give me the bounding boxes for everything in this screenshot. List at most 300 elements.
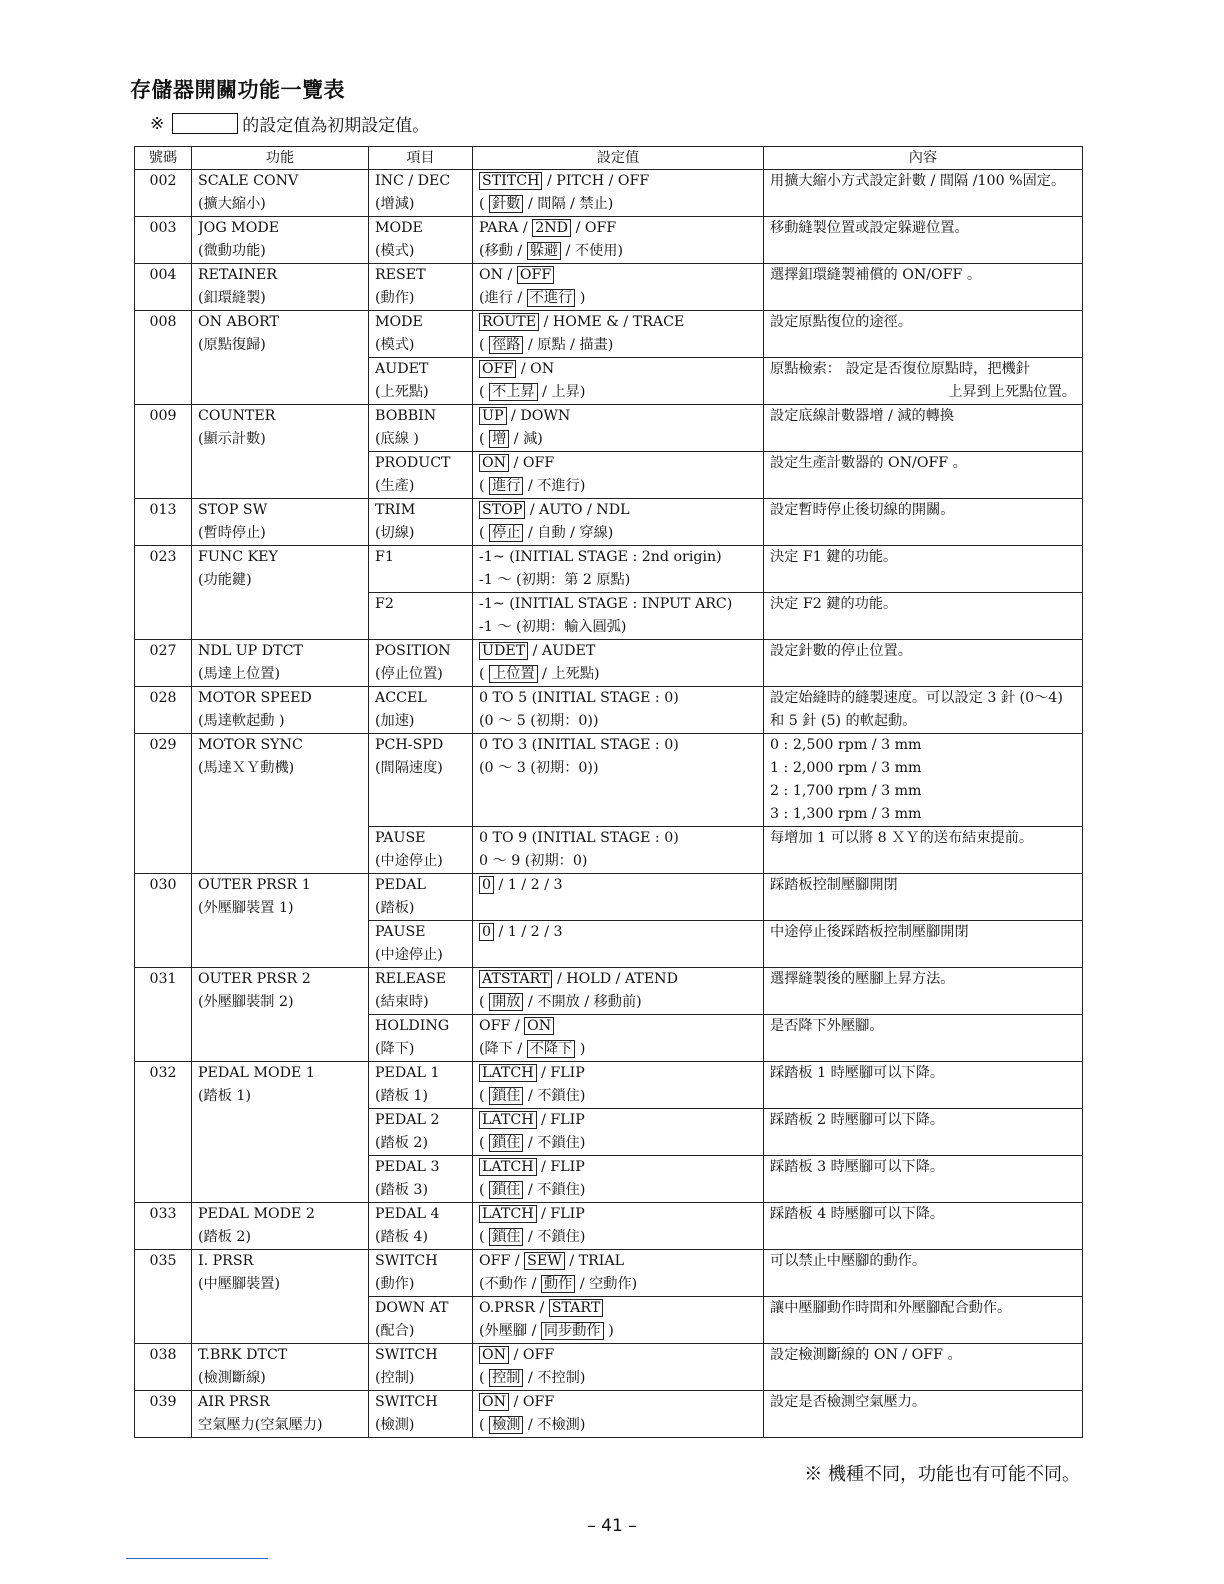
function-line: (踏板 1) [198,1088,251,1104]
item-line: (配合) [375,1323,415,1339]
function-line: FUNC KEY [198,549,278,565]
setting-text: / 不使用) [565,243,624,259]
setting-line [479,640,757,663]
setting-value [473,1250,764,1297]
table-row [135,1062,1083,1109]
content-description [764,1109,1083,1156]
setting-text: (進行 / [479,290,523,306]
content-description [764,921,1083,968]
setting-text: / AUTO / NDL [529,502,630,518]
content-description [764,546,1083,593]
default-value-box: ATSTART [479,970,552,988]
setting-value [473,827,764,874]
setting-text: 0 TO 5 (INITIAL STAGE : 0) [479,690,679,706]
item-line: RELEASE [375,971,447,987]
default-value-box: LATCH [479,1205,537,1223]
item-line: HOLDING [375,1018,450,1034]
default-value-box: 鎖住 [489,1087,523,1105]
content-description [764,311,1083,358]
content-line: 移動縫製位置或設定躲避位置。 [770,220,969,236]
table-row [135,687,1083,734]
function-code: 028 [135,687,192,734]
function-line: (外壓腳裝制 2) [198,994,294,1010]
setting-line [479,593,757,616]
setting-text: ( [479,196,485,212]
content-description [764,1062,1083,1109]
setting-text: ) [579,290,586,306]
item-name [369,827,473,874]
function-code: 002 [135,170,192,217]
setting-line [479,522,757,545]
setting-text: / 不鎖住) [527,1229,586,1245]
default-value-box: LATCH [479,1064,537,1082]
note-text: 的設定值為初期設定值。 [242,116,430,136]
setting-line [479,428,757,451]
function-code: 038 [135,1344,192,1391]
default-value-box: STITCH [479,172,542,190]
content-description [764,405,1083,452]
default-value-box: ON [479,1346,509,1364]
function-line: (中壓腳裝置) [198,1276,281,1292]
setting-text: / 上昇) [542,384,586,400]
item-name [369,546,473,593]
setting-text: / PITCH / OFF [547,173,650,189]
default-value-box: 針數 [489,195,523,213]
item-line: PAUSE [375,924,426,940]
setting-text: ( [479,666,485,682]
content-line: 上昇到上死點位置。 [948,384,1076,400]
setting-text: / 間隔 / 禁止) [527,196,614,212]
table-row [135,546,1083,593]
setting-text: (降下 / [479,1041,523,1057]
setting-line [479,1038,757,1061]
function-code: 008 [135,311,192,405]
function-code: 031 [135,968,192,1062]
setting-text: -1 ～ (初期：第 2 原點) [479,572,631,588]
setting-text: / HOLD / ATEND [557,971,678,987]
setting-text: / OFF [575,220,617,236]
function-code: 003 [135,217,192,264]
content-line: 選擇釦環縫製補償的 ON/OFF 。 [770,267,982,283]
function-line: PEDAL MODE 1 [198,1065,315,1081]
setting-line [479,734,757,757]
setting-text: O.PRSR / [479,1300,545,1316]
item-line: MODE [375,220,423,236]
function-line: (擴大縮小) [198,196,266,212]
default-value-box: UP [479,407,507,425]
content-description [764,874,1083,921]
table-row [135,1250,1083,1297]
setting-text: / 不開放 / 移動前) [527,994,642,1010]
setting-value [473,217,764,264]
function-line: T.BRK DTCT [198,1347,288,1363]
setting-value [473,405,764,452]
setting-line [479,757,757,780]
default-value-box: 徑路 [489,336,523,354]
item-name [369,170,473,217]
item-line: PCH-SPD [375,737,444,753]
content-description [764,1203,1083,1250]
default-value-box: 停止 [489,524,523,542]
item-line: POSITION [375,643,451,659]
function-line: RETAINER [198,267,278,283]
setting-line [479,170,757,193]
setting-value [473,1062,764,1109]
default-value-box: 鎖住 [489,1134,523,1152]
setting-line [479,991,757,1014]
setting-text: / DOWN [511,408,571,424]
setting-line [479,381,757,404]
default-value-box: ROUTE [479,313,539,331]
item-line: (模式) [375,243,415,259]
default-value-box: 鎖住 [489,1228,523,1246]
setting-text: / OFF [513,1347,555,1363]
content-line: 決定 F2 鍵的功能。 [770,596,898,612]
content-description [764,687,1083,734]
setting-text: / 不進行) [527,478,586,494]
item-line: DOWN AT [375,1300,449,1316]
setting-line [479,240,757,263]
content-line: 2 : 1,700 rpm / 3 mm [770,783,922,799]
item-name [369,874,473,921]
item-line: INC / DEC [375,173,451,189]
setting-text: PARA / [479,220,528,236]
table-row [135,1391,1083,1438]
function-name [192,264,369,311]
default-value-box: ON [479,454,509,472]
divider-line [126,1558,268,1559]
setting-text: / 自動 / 穿線) [527,525,614,541]
item-name [369,1109,473,1156]
function-name [192,546,369,640]
default-value-box: START [549,1299,604,1317]
function-code: 027 [135,640,192,687]
function-line: JOG MODE [198,220,280,236]
setting-line [479,710,757,733]
item-line: BOBBIN [375,408,437,424]
default-value-box: 檢測 [489,1416,523,1434]
item-line: (中途停止) [375,853,443,869]
setting-line [479,1015,757,1038]
item-line: (結束時) [375,994,429,1010]
item-name [369,1203,473,1250]
function-code: 023 [135,546,192,640]
function-line: (功能鍵) [198,572,252,588]
setting-value [473,546,764,593]
content-description [764,968,1083,1015]
setting-line [479,968,757,991]
default-value-box: ON [524,1017,554,1035]
item-line: (踏板 1) [375,1088,428,1104]
default-value-box: 0 [479,923,494,941]
setting-text: OFF / [479,1018,520,1034]
setting-text: 0 ～ 9 (初期：0) [479,853,588,869]
content-line: 踩踏板 1 時壓腳可以下降。 [770,1065,945,1081]
setting-text: 0 TO 3 (INITIAL STAGE : 0) [479,737,679,753]
item-line: TRIM [375,502,416,518]
table-row [135,734,1083,827]
setting-line [479,405,757,428]
default-value-box: 同步動作 [541,1322,604,1340]
function-code: 013 [135,499,192,546]
content-description [764,358,1083,405]
footnote: ※ 機種不同，功能也有可能不同。 [804,1464,1080,1485]
item-line: F1 [375,549,394,565]
page-title: 存儲器開關功能一覽表 [130,78,345,102]
function-code: 032 [135,1062,192,1203]
item-line: (檢測) [375,1417,415,1433]
setting-line [479,1226,757,1249]
setting-text: / 1 / 2 / 3 [498,877,563,893]
default-value-box: 不降下 [527,1040,576,1058]
function-line: (暫時停止) [198,525,266,541]
setting-value [473,1297,764,1344]
setting-text: ( [479,431,485,447]
setting-value [473,264,764,311]
setting-text: 0 TO 9 (INITIAL STAGE : 0) [479,830,679,846]
setting-text: (外壓腳 / [479,1323,537,1339]
setting-value [473,1109,764,1156]
content-line: 原點檢索： 設定是否復位原點時，把機針 [770,361,1030,377]
content-line: 設定針數的停止位置。 [770,643,912,659]
function-line: COUNTER [198,408,276,424]
setting-text: / 減) [513,431,543,447]
item-name [369,593,473,640]
function-name [192,1250,369,1344]
setting-line [479,311,757,334]
default-value-box: OFF [517,266,554,284]
item-line: (踏板 4) [375,1229,428,1245]
function-code: 009 [135,405,192,499]
setting-value [473,358,764,405]
setting-text: (0 ～ 5 (初期：0)) [479,713,599,729]
default-value-box: 不進行 [527,289,576,307]
setting-line [479,475,757,498]
setting-line [479,1320,757,1343]
default-value-box: 控制 [489,1369,523,1387]
item-line: (加速) [375,713,415,729]
setting-line [479,1273,757,1296]
default-value-box: LATCH [479,1158,537,1176]
content-description [764,264,1083,311]
item-name [369,921,473,968]
content-line: 踩踏板 4 時壓腳可以下降。 [770,1206,945,1222]
function-name [192,687,369,734]
item-line: PAUSE [375,830,426,846]
default-value-box: 進行 [489,477,523,495]
setting-line [479,1367,757,1390]
item-line: (上死點) [375,384,429,400]
content-description [764,640,1083,687]
setting-value [473,1344,764,1391]
setting-text: / OFF [513,1394,555,1410]
setting-value [473,593,764,640]
setting-text: / ON [520,361,555,377]
function-line: (馬達軟起動 ) [198,713,285,729]
function-code: 004 [135,264,192,311]
content-line: 設定暫時停止後切線的開關。 [770,502,955,518]
setting-line [479,1391,757,1414]
content-line: 用擴大縮小方式設定針數 / 間隔 /100 %固定。 [770,173,1066,189]
function-name [192,968,369,1062]
function-name [192,1062,369,1203]
setting-line [479,663,757,686]
setting-text: ( [479,1370,485,1386]
function-name [192,405,369,499]
item-line: PEDAL 2 [375,1112,440,1128]
setting-line [479,193,757,216]
table-row [135,311,1083,358]
setting-line [479,358,757,381]
content-line: 是否降下外壓腳。 [770,1018,884,1034]
function-line: (外壓腳裝置 1) [198,900,294,916]
function-line: (踏板 2) [198,1229,251,1245]
setting-line [479,1250,757,1273]
setting-line [479,499,757,522]
setting-line [479,264,757,287]
setting-value [473,968,764,1015]
default-value-box: 上位置 [489,665,538,683]
default-box-symbol [172,113,238,134]
header-item: 項目 [369,147,473,170]
item-name [369,358,473,405]
content-description [764,593,1083,640]
content-line: 中途停止後踩踏板控制壓腳開閉 [770,924,969,940]
setting-text: ( [479,1135,485,1151]
setting-line [479,616,757,639]
table-row [135,499,1083,546]
item-line: (控制) [375,1370,415,1386]
item-line: (降下) [375,1041,415,1057]
item-line: SWITCH [375,1253,438,1269]
setting-line [479,827,757,850]
setting-text: (不動作 / [479,1276,537,1292]
setting-text: / 不鎖住) [527,1088,586,1104]
setting-value [473,734,764,827]
item-name [369,1297,473,1344]
setting-text: / 不鎖住) [527,1135,586,1151]
setting-text: / FLIP [541,1206,585,1222]
item-line: SWITCH [375,1347,438,1363]
function-line: ON ABORT [198,314,280,330]
function-line: (馬達上位置) [198,666,281,682]
content-description [764,217,1083,264]
default-value-box: 動作 [541,1275,575,1293]
setting-text: ( [479,525,485,541]
setting-text: -1~ (INITIAL STAGE : 2nd origin) [479,549,722,565]
setting-line [479,1179,757,1202]
item-name [369,1391,473,1438]
item-name [369,968,473,1015]
item-line: (間隔速度) [375,760,443,776]
function-line: (微動功能) [198,243,266,259]
setting-text: / HOME & / TRACE [543,314,685,330]
function-line: SCALE CONV [198,173,299,189]
content-line: 1 : 2,000 rpm / 3 mm [770,760,922,776]
function-name [192,874,369,968]
default-value-note [150,111,429,136]
item-line: (中途停止) [375,947,443,963]
item-line: ACCEL [375,690,427,706]
setting-text: (0 ～ 3 (初期：0)) [479,760,599,776]
table-body [135,170,1083,1438]
item-name [369,1015,473,1062]
function-line: AIR PRSR [198,1394,270,1410]
item-line: (生產) [375,478,415,494]
setting-value [473,1391,764,1438]
setting-line [479,1297,757,1320]
table-row [135,1203,1083,1250]
item-line: (切線) [375,525,415,541]
setting-text: / 不控制) [527,1370,586,1386]
setting-line [479,1344,757,1367]
setting-text: OFF / [479,1253,520,1269]
setting-line [479,217,757,240]
item-line: (模式) [375,337,415,353]
setting-text: / FLIP [541,1159,585,1175]
setting-text: ( [479,478,485,494]
default-value-box: 鎖住 [489,1181,523,1199]
content-line: 0 : 2,500 rpm / 3 mm [770,737,922,753]
function-code: 035 [135,1250,192,1344]
setting-value [473,311,764,358]
function-line: (顯示計數) [198,431,266,447]
function-line: MOTOR SPEED [198,690,312,706]
content-line: 可以禁止中壓腳的動作。 [770,1253,927,1269]
function-line: (釦環縫製) [198,290,266,306]
content-description [764,1250,1083,1297]
setting-text: ) [608,1323,614,1339]
item-line: RESET [375,267,426,283]
setting-text: ( [479,337,485,353]
default-value-box: 增 [489,430,509,448]
item-name [369,264,473,311]
item-line: PEDAL 1 [375,1065,440,1081]
item-line: PRODUCT [375,455,451,471]
setting-value [473,921,764,968]
setting-line [479,546,757,569]
setting-line [479,687,757,710]
setting-text: / OFF [513,455,555,471]
content-line: 設定是否檢測空氣壓力。 [770,1394,927,1410]
content-description [764,452,1083,499]
function-name [192,640,369,687]
setting-line [479,1109,757,1132]
default-value-box: 不上昇 [489,383,538,401]
setting-text: / 原點 / 描畫) [527,337,614,353]
setting-text: / TRIAL [569,1253,625,1269]
content-description [764,734,1083,827]
setting-text: ( [479,1088,485,1104]
setting-text: ( [479,1229,485,1245]
item-name [369,217,473,264]
setting-text: / 不檢測) [527,1417,586,1433]
setting-text: / 空動作) [579,1276,638,1292]
item-name [369,405,473,452]
default-value-box: LATCH [479,1111,537,1129]
content-line: 設定檢測斷線的 ON / OFF 。 [770,1347,962,1363]
function-name [192,1344,369,1391]
table-row [135,217,1083,264]
setting-text: (移動 / [479,243,523,259]
item-name [369,499,473,546]
content-line: 設定原點復位的途徑。 [770,314,912,330]
item-line: MODE [375,314,423,330]
item-line: (停止位置) [375,666,443,682]
function-line: PEDAL MODE 2 [198,1206,315,1222]
default-value-box: SEW [524,1252,565,1270]
table-row [135,405,1083,452]
